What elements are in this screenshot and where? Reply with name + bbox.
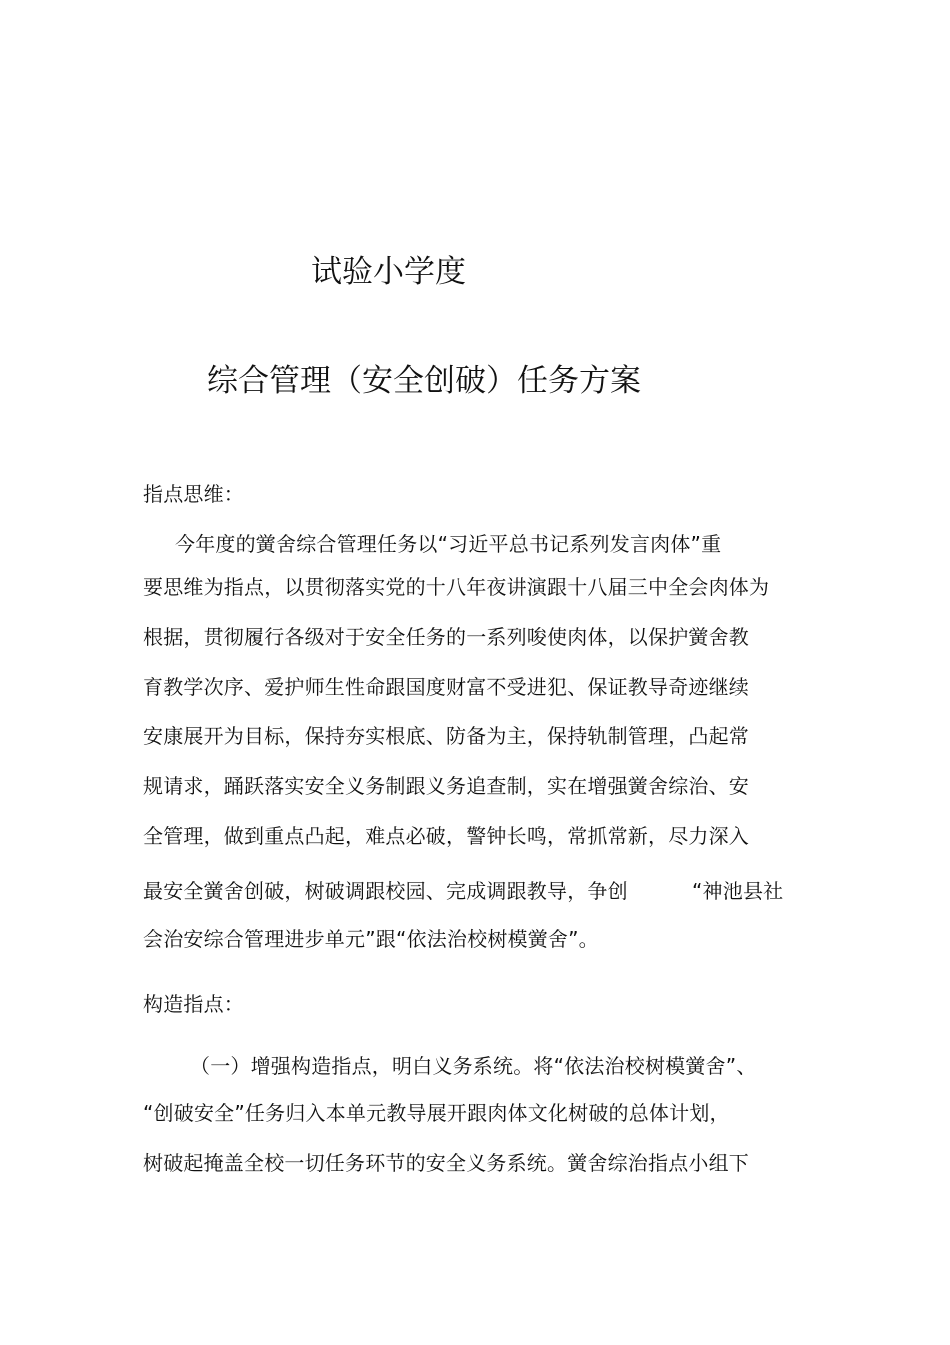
paragraph-line: 树破起掩盖全校一切任务环节的安全义务系统。黉舍综治指点小组下 (143, 1151, 749, 1175)
paragraph-line: 根据，贯彻履行各级对于安全任务的一系列唆使肉体，以保护黉舍教 (143, 625, 749, 649)
paragraph-line: 今年度的黉舍综合管理任务以“习近平总书记系列发言肉体”重 (175, 532, 722, 556)
document-title-line-2: 综合管理（安全创破）任务方案 (207, 363, 641, 399)
paragraph-line: （一）增强构造指点，明白义务系统。将“依法治校树模黉舍”、 (190, 1054, 757, 1078)
paragraph-line-fragment: “神池县社 (692, 879, 784, 903)
paragraph-line: 安康展开为目标，保持夯实根底、防备为主，保持轨制管理，凸起常 (143, 724, 749, 748)
paragraph-line: 育教学次序、爱护师生性命跟国度财富不受进犯、保证教导奇迹继续 (143, 675, 749, 699)
paragraph-line: 全管理，做到重点凸起，难点必破，警钟长鸣，常抓常新，尽力深入 (143, 824, 749, 848)
section-heading-guiding-thought: 指点思维： (143, 482, 244, 506)
section-heading-organization: 构造指点： (143, 992, 244, 1016)
paragraph-line: “创破安全”任务归入本单元教导展开跟肉体文化树破的总体计划， (143, 1101, 730, 1125)
paragraph-line: 规请求，踊跃落实安全义务制跟义务追查制，实在增强黉舍综治、安 (143, 774, 749, 798)
paragraph-line: 最安全黉舍创破，树破调跟校园、完成调跟教导，争创 (143, 879, 628, 903)
paragraph-line: 要思维为指点，以贯彻落实党的十八年夜讲演跟十八届三中全会肉体为 (143, 575, 770, 599)
document-title-line-1: 试验小学度 (311, 254, 466, 290)
paragraph-line: 会治安综合管理进步单元”跟“依法治校树模黉舍”。 (143, 927, 599, 951)
